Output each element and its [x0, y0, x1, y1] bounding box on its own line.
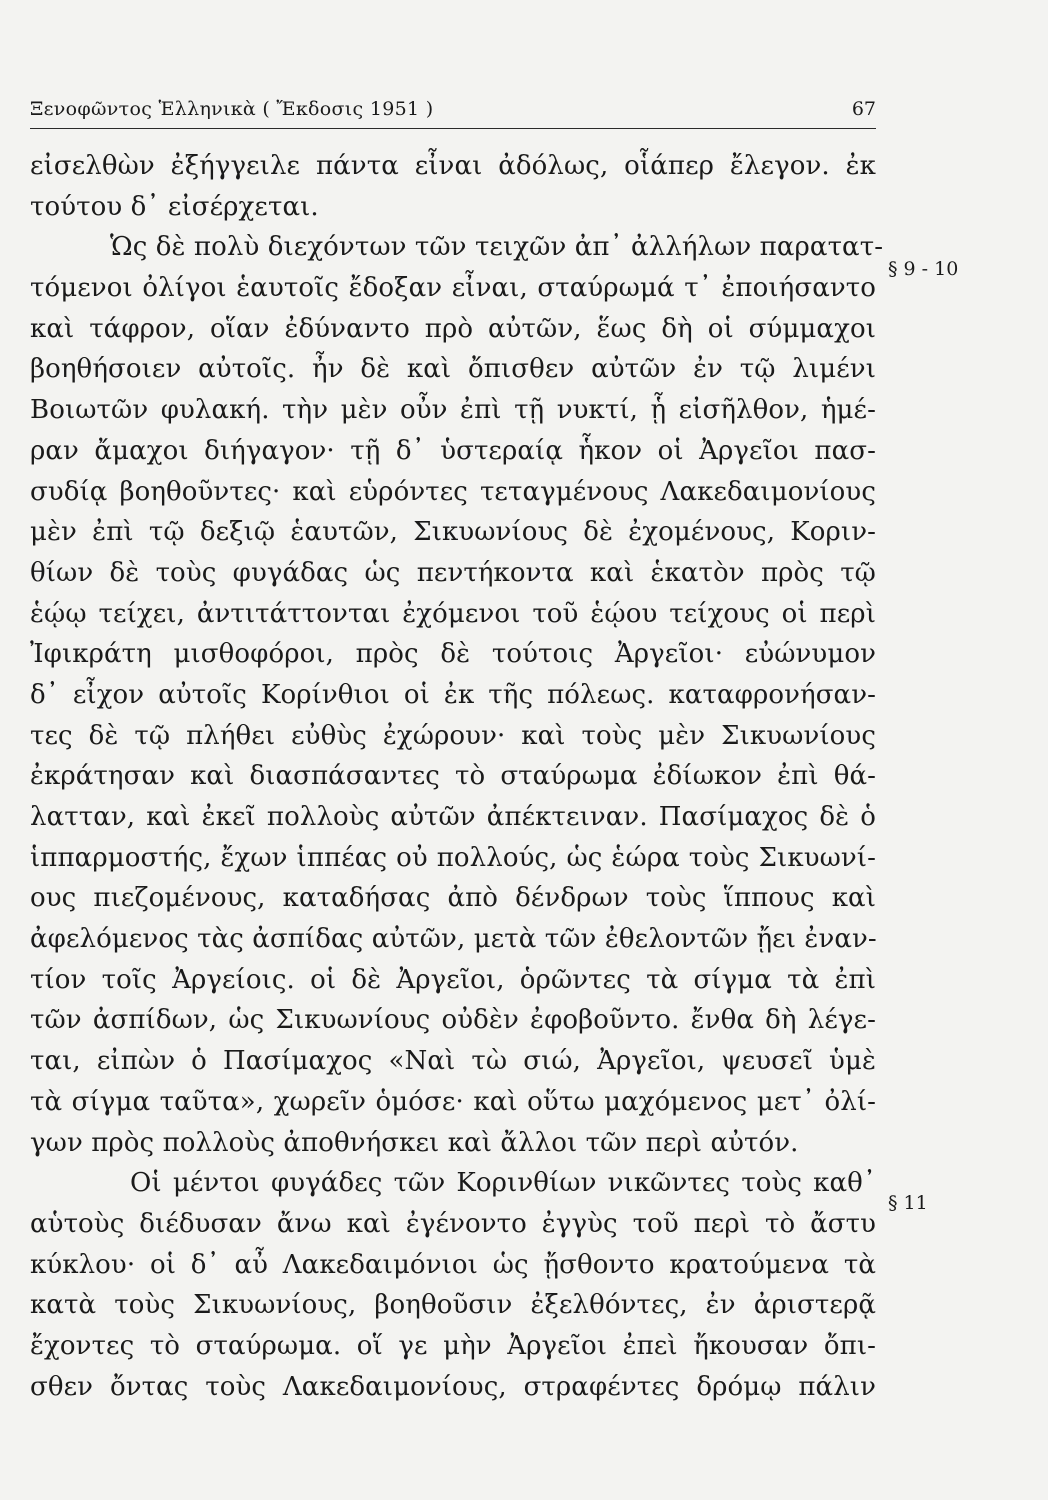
margin-section-note: § 11	[888, 1192, 928, 1214]
text-line: τες δὲ τῷ πλήθει εὐθὺς ἐχώρουν· καὶ τοὺς μὲν Σικυωνίους	[30, 720, 876, 751]
text-line: μὲν ἐπὶ τῷ δεξιῷ ἑαυτῶν, Σικυωνίους δὲ ἐχομένους, Κοριν-	[30, 517, 876, 548]
text-line: αὑτοὺς διέδυσαν ἄνω καὶ ἐγένοντο ἐγγὺς τοῦ περὶ τὸ ἄστυ	[30, 1208, 876, 1239]
text-line: εἰσελθὼν ἐξήγγειλε πάντα εἶναι ἀδόλως, οἷάπερ ἔλεγον. ἐκ	[30, 151, 876, 181]
text-line: ἔχοντες τὸ σταύρωμα. οἵ γε μὴν Ἀργεῖοι ἐπεὶ ἤκουσαν ὄπι-	[30, 1330, 876, 1361]
text-line: Ὡς δὲ πολὺ διεχόντων τῶν τειχῶν ἀπ᾽ ἀλλήλων παρατατ-	[110, 232, 884, 263]
text-line: κύκλου· οἱ δ᾽ αὖ Λακεδαιμόνιοι ὡς ᾔσθοντο κρατούμενα τὰ	[30, 1249, 876, 1280]
text-line: τόμενοι ὀλίγοι ἑαυτοῖς ἔδοξαν εἶναι, σταύρωμά τ᾽ ἐποιήσαντο	[30, 273, 876, 304]
text-line: ἑῴῳ τείχει, ἀντιτάττονται ἐχόμενοι τοῦ ἑῴου τείχους οἱ περὶ	[30, 598, 876, 629]
text-line: δ᾽ εἶχον αὐτοῖς Κορίνθιοι οἱ ἐκ τῆς πόλεως. καταφρονήσαν-	[30, 679, 876, 710]
page-number: 67	[851, 98, 876, 120]
text-line: τούτου δ᾽ εἰσέρχεται.	[30, 191, 319, 222]
text-line: λατταν, καὶ ἐκεῖ πολλοὺς αὐτῶν ἀπέκτειναν. Πασίμαχος δὲ ὁ	[30, 802, 876, 832]
text-line: τῶν ἀσπίδων, ὡς Σικυωνίους οὐδὲν ἐφοβοῦντο. ἔνθα δὴ λέγε-	[30, 1005, 876, 1036]
text-line: καὶ τάφρον, οἵαν ἐδύναντο πρὸ αὐτῶν, ἕως δὴ οἱ σύμμαχοι	[30, 313, 876, 344]
text-line: σθεν ὄντας τοὺς Λακεδαιμονίους, στραφέντες δρόμῳ πάλιν	[30, 1371, 876, 1402]
margin-section-note: § 9 - 10	[888, 258, 959, 280]
text-line: ἱππαρμοστής, ἔχων ἱππέας οὐ πολλούς, ὡς ἑώρα τοὺς Σικυωνί-	[30, 842, 876, 873]
text-line: τίον τοῖς Ἀργείοις. οἱ δὲ Ἀργεῖοι, ὁρῶντες τὰ σίγμα τὰ ἐπὶ	[30, 964, 876, 995]
text-line: Οἱ μέντοι φυγάδες τῶν Κορινθίων νικῶντες τοὺς καθ᾽	[130, 1168, 876, 1199]
body-text	[30, 146, 884, 1407]
text-line: ους πιεζομένους, καταδήσας ἀπὸ δένδρων τοὺς ἵππους καὶ	[30, 883, 876, 914]
text-line: τὰ σίγμα ταῦτα», χωρεῖν ὁμόσε· καὶ οὕτω μαχόμενος μετ᾽ ὀλί-	[30, 1086, 876, 1117]
text-line: ἀφελόμενος τὰς ἀσπίδας αὐτῶν, μετὰ τῶν ἐθελοντῶν ᾔει ἐναν-	[30, 924, 877, 955]
text-line: θίων δὲ τοὺς φυγάδας ὡς πεντήκοντα καὶ ἑκατὸν πρὸς τῷ	[30, 557, 876, 588]
text-line: ται, εἰπὼν ὁ Πασίμαχος «Ναὶ τὼ σιώ, Ἀργεῖοι, ψευσεῖ ὑμὲ	[30, 1046, 876, 1077]
running-header	[30, 98, 876, 129]
running-header-title: Ξενοφῶντος Ἑλληνικὰ ( Ἔκδοσις 1951 )	[30, 98, 434, 120]
text-line: βοηθήσοιεν αὐτοῖς. ἦν δὲ καὶ ὄπισθεν αὐτῶν ἐν τῷ λιμένι	[30, 354, 876, 385]
text-line: γων πρὸς πολλοὺς ἀποθνήσκει καὶ ἄλλοι τῶν περὶ αὐτόν.	[30, 1127, 799, 1158]
text-line: Ἰφικράτη μισθοφόροι, πρὸς δὲ τούτοις Ἀργεῖοι· εὐώνυμον	[30, 639, 876, 670]
text-line: συδίᾳ βοηθοῦντες· καὶ εὑρόντες τεταγμένους Λακεδαιμονίους	[30, 476, 876, 507]
text-line: ραν ἄμαχοι διήγαγον· τῇ δ᾽ ὑστεραίᾳ ἧκον οἱ Ἀργεῖοι πασ-	[30, 435, 876, 466]
text-line: κατὰ τοὺς Σικυωνίους, βοηθοῦσιν ἐξελθόντες, ἐν ἀριστερᾷ	[30, 1290, 876, 1321]
text-line: Βοιωτῶν φυλακή. τὴν μὲν οὖν ἐπὶ τῇ νυκτί, ᾗ εἰσῆλθον, ἡμέ-	[30, 395, 876, 426]
text-line: ἐκράτησαν καὶ διασπάσαντες τὸ σταύρωμα ἐδίωκον ἐπὶ θά-	[30, 761, 876, 792]
